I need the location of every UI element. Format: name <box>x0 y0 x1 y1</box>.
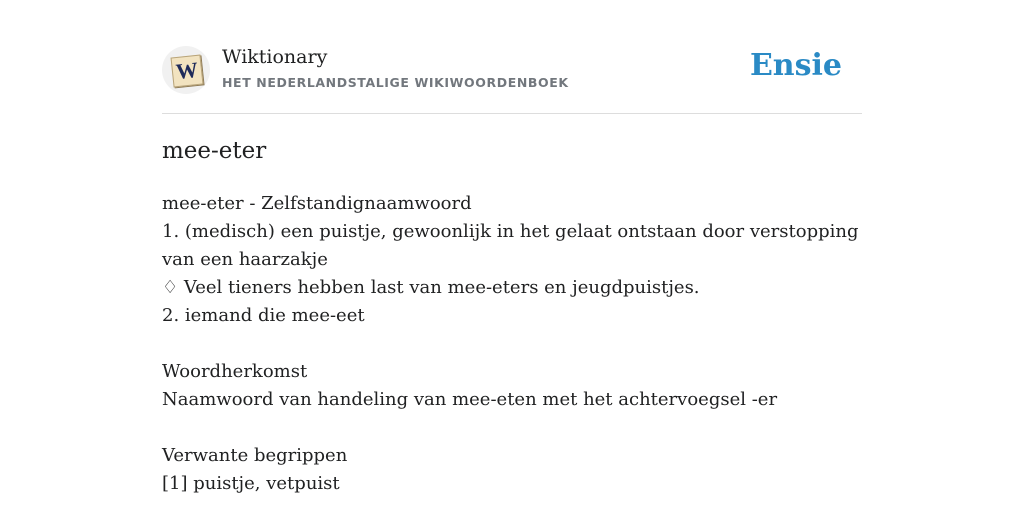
site-name[interactable]: Wiktionary <box>222 46 328 68</box>
ensie-brand-link[interactable]: Ensie <box>749 48 842 83</box>
related-heading: Verwante begrippen <box>162 445 348 466</box>
page-title: mee-eter <box>162 138 267 164</box>
related-text: [1] puistje, vetpuist <box>162 473 340 494</box>
section-spacer <box>162 330 862 358</box>
entry-content <box>162 190 862 498</box>
page-container <box>162 0 862 494</box>
example-1: ♢ Veel tieners hebben last van mee-eters en jeugdpuistjes. <box>162 277 700 298</box>
definition-1: 1. (medisch) een puistje, gewoonlijk in het gelaat ontstaan door verstopping van een haarzakje <box>162 221 859 270</box>
wiktionary-logo[interactable] <box>162 46 210 94</box>
etymology-heading: Woordherkomst <box>162 361 308 382</box>
entry-heading: mee-eter - Zelfstandignaamwoord <box>162 193 472 214</box>
etymology-text: Naamwoord van handeling van mee-eten met het achtervoegsel -er <box>162 389 778 410</box>
wiktionary-logo-icon: W <box>171 55 204 88</box>
section-spacer <box>162 414 862 442</box>
definition-2: 2. iemand die mee-eet <box>162 305 365 326</box>
site-header <box>162 0 862 114</box>
site-tagline: HET NEDERLANDSTALIGE WIKIWOORDENBOEK <box>222 75 569 90</box>
